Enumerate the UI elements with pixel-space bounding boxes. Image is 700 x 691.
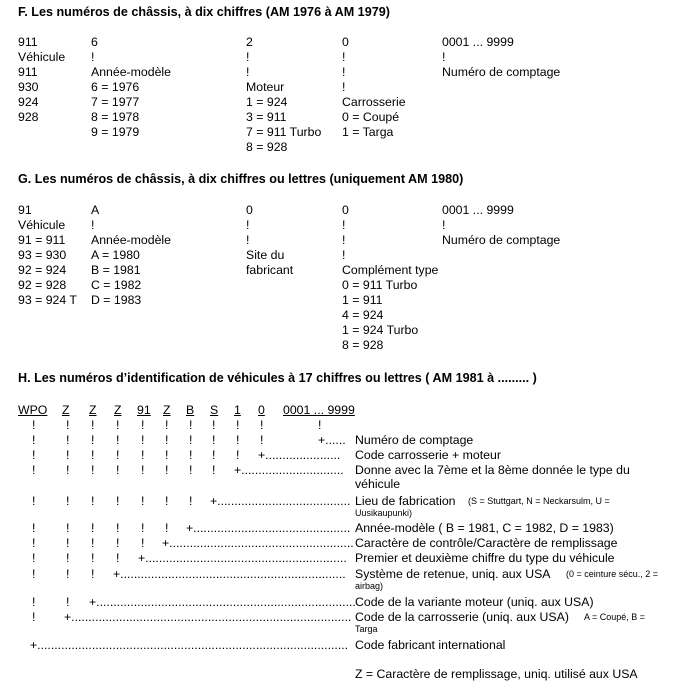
f-c2-2: Année-modèle <box>91 65 171 79</box>
bang-wpo: ! <box>32 551 36 565</box>
g-c1-2: 91 = 911 <box>18 233 66 247</box>
bang-z3: ! <box>116 463 120 477</box>
bang-z2: ! <box>91 448 95 462</box>
f-c4-0: 0 <box>342 35 349 49</box>
f-c2-4: 7 = 1977 <box>91 95 140 109</box>
bang-z1: ! <box>66 567 70 581</box>
vin-code-z3: Z <box>114 403 122 417</box>
leader-10: +........................................................................................... <box>30 638 349 652</box>
f-c3-2: ! <box>246 65 250 79</box>
g-c2-3: A = 1980 <box>91 248 140 262</box>
g-c4-3: ! <box>342 248 346 262</box>
bang-wpo: ! <box>32 463 36 477</box>
g-c5-2: Numéro de comptage <box>442 233 561 247</box>
vin-code-z1: Z <box>62 403 70 417</box>
leader-0: +...... <box>318 433 346 447</box>
bang-s: ! <box>212 463 216 477</box>
f-c4-1: ! <box>342 50 346 64</box>
bang-z4: ! <box>165 521 169 535</box>
vin-code-z4: Z <box>163 403 171 417</box>
f-c1-2: 911 <box>18 65 38 79</box>
f-c1-1: Véhicule <box>18 50 66 64</box>
f-c5-0: 0001 ... 9999 <box>442 35 514 49</box>
f-c5-2: Numéro de comptage <box>442 65 561 79</box>
leader-6: +........................................................... <box>138 551 347 565</box>
g-c3-4: fabricant <box>246 263 294 277</box>
f-c3-3: Moteur <box>246 80 285 94</box>
bang-91: ! <box>141 463 145 477</box>
g-c2-1: ! <box>91 218 95 232</box>
f-c3-6: 7 = 911 Turbo <box>246 125 322 139</box>
leader-2: +.............................. <box>234 463 344 477</box>
desc-6: Premier et deuxième chiffre du type du véhicule <box>355 551 615 565</box>
note-carrosserie: A = Coupé, B = Targa <box>355 612 646 634</box>
bang-wpo: ! <box>32 536 36 550</box>
section-g-heading: G. Les numéros de châssis, à dix chiffres ou lettres (uniquement AM 1980) <box>18 172 464 186</box>
leader-4: +.............................................. <box>186 521 351 535</box>
bang-s: ! <box>212 433 216 447</box>
leader-3: +....................................... <box>210 494 351 508</box>
bang-91: ! <box>141 448 145 462</box>
bang-counter: ! <box>318 418 322 432</box>
g-c1-5: 92 = 928 <box>18 278 67 292</box>
bang-wpo: ! <box>32 610 36 624</box>
vin-code-91: 91 <box>137 403 151 417</box>
leader-7: +.................................................................. <box>113 567 346 581</box>
desc-1: Code carrosserie + moteur <box>355 448 501 462</box>
bang-z4: ! <box>165 463 169 477</box>
bang-z2: ! <box>91 536 95 550</box>
bang-z3: ! <box>116 418 120 432</box>
bang-wpo: ! <box>32 595 36 609</box>
g-c1-6: 93 = 924 T <box>18 293 77 307</box>
bang-wpo: ! <box>32 418 36 432</box>
desc-0: Numéro de comptage <box>355 433 474 447</box>
g-c4-9: 8 = 928 <box>342 338 384 352</box>
bang-z3: ! <box>116 448 120 462</box>
leader-1: +...................... <box>258 448 341 462</box>
f-c1-0: 911 <box>18 35 38 49</box>
g-c1-3: 93 = 930 <box>18 248 67 262</box>
bang-z2: ! <box>91 567 95 581</box>
bang-z4: ! <box>165 448 169 462</box>
desc-2: Donne avec la 7ème et la 8ème donnée le type du véhicule <box>355 463 630 491</box>
vin-code-1: 1 <box>234 403 241 417</box>
desc-9: Code de la carrosserie (uniq. aux USA) <box>355 610 569 624</box>
desc-8: Code de la variante moteur (uniq. aux USA) <box>355 595 594 609</box>
desc-5: Caractère de contrôle/Caractère de remplissage <box>355 536 618 550</box>
bang-wpo: ! <box>32 567 36 581</box>
bang-z1: ! <box>66 595 70 609</box>
f-c3-4: 1 = 924 <box>246 95 288 109</box>
leader-5: +...................................................... <box>162 536 354 550</box>
note-fabrication: (S = Stuttgart, N = Neckarsulm, U = Uusikaupunki) <box>355 496 610 518</box>
f-c1-4: 924 <box>18 95 39 109</box>
g-c3-2: ! <box>246 233 250 247</box>
g-c4-8: 1 = 924 Turbo <box>342 323 419 337</box>
bang-1: ! <box>236 433 240 447</box>
bang-b: ! <box>189 448 193 462</box>
bang-z1: ! <box>66 463 70 477</box>
bang-1: ! <box>236 448 240 462</box>
footnote: Z = Caractère de remplissage, uniq. utilisé aux USA <box>355 667 638 681</box>
f-c3-0: 2 <box>246 35 253 49</box>
f-c2-6: 9 = 1979 <box>91 125 140 139</box>
g-c3-0: 0 <box>246 203 253 217</box>
bang-0: ! <box>260 433 264 447</box>
bang-z3: ! <box>116 551 120 565</box>
bang-wpo: ! <box>32 448 36 462</box>
bang-z3: ! <box>116 433 120 447</box>
bang-z3: ! <box>116 536 120 550</box>
bang-z1: ! <box>66 448 70 462</box>
vin-code-0: 0 <box>258 403 265 417</box>
f-c2-1: ! <box>91 50 95 64</box>
bang-z1: ! <box>66 418 70 432</box>
bang-91: ! <box>141 433 145 447</box>
g-c1-1: Véhicule <box>18 218 66 232</box>
section-f-heading: F. Les numéros de châssis, à dix chiffres (AM 1976 à AM 1979) <box>18 5 390 19</box>
f-c4-3: ! <box>342 80 346 94</box>
bang-z1: ! <box>66 494 70 508</box>
bang-z2: ! <box>91 463 95 477</box>
bang-z1: ! <box>66 521 70 535</box>
vin-code-s: S <box>210 403 219 417</box>
section-h-heading: H. Les numéros d’identification de véhicules à 17 chiffres ou lettres ( AM 1981 à ......... ) <box>18 371 537 385</box>
vin-code-z2: Z <box>89 403 97 417</box>
g-c4-2: ! <box>342 233 346 247</box>
g-c5-1: ! <box>442 218 446 232</box>
bang-z2: ! <box>91 433 95 447</box>
note-retenue: (0 = ceinture sécu., 2 = airbag) <box>355 569 659 591</box>
g-c2-5: C = 1982 <box>91 278 142 292</box>
g-c4-7: 4 = 924 <box>342 308 384 322</box>
g-c4-1: ! <box>342 218 346 232</box>
bang-z2: ! <box>91 494 95 508</box>
bang-z4: ! <box>165 418 169 432</box>
vin-code-b: B <box>186 403 195 417</box>
f-c1-5: 928 <box>18 110 39 124</box>
bang-wpo: ! <box>32 494 36 508</box>
bang-s: ! <box>212 418 216 432</box>
f-c2-5: 8 = 1978 <box>91 110 140 124</box>
bang-s: ! <box>212 448 216 462</box>
bang-wpo: ! <box>32 433 36 447</box>
bang-b: ! <box>189 433 193 447</box>
g-c4-6: 1 = 911 <box>342 293 383 307</box>
g-c5-0: 0001 ... 9999 <box>442 203 514 217</box>
bang-z3: ! <box>116 521 120 535</box>
g-c2-4: B = 1981 <box>91 263 141 277</box>
desc-4: Année-modèle ( B = 1981, C = 1982, D = 1983) <box>355 521 614 535</box>
bang-z1: ! <box>66 536 70 550</box>
g-c1-4: 92 = 924 <box>18 263 67 277</box>
g-c3-3: Site du <box>246 248 285 262</box>
f-c4-6: 1 = Targa <box>342 125 394 139</box>
bang-91: ! <box>141 521 145 535</box>
bang-b: ! <box>189 463 193 477</box>
g-c4-0: 0 <box>342 203 349 217</box>
vin-code-wpo: WPO <box>18 403 48 417</box>
bang-z2: ! <box>91 521 95 535</box>
vin-code-counter: 0001 ... 9999 <box>283 403 355 417</box>
bang-z2: ! <box>91 418 95 432</box>
bang-91: ! <box>141 418 145 432</box>
f-c2-0: 6 <box>91 35 98 49</box>
g-c1-0: 91 <box>18 203 32 217</box>
f-c2-3: 6 = 1976 <box>91 80 140 94</box>
f-c4-5: 0 = Coupé <box>342 110 400 124</box>
bang-b: ! <box>189 418 193 432</box>
f-c5-1: ! <box>442 50 446 64</box>
bang-z1: ! <box>66 551 70 565</box>
f-c3-7: 8 = 928 <box>246 140 288 154</box>
bang-91: ! <box>141 536 145 550</box>
bang-1: ! <box>236 418 240 432</box>
bang-b: ! <box>189 494 193 508</box>
bang-wpo: ! <box>32 521 36 535</box>
g-c4-4: Complément type <box>342 263 439 277</box>
f-c1-3: 930 <box>18 80 39 94</box>
desc-10: Code fabricant international <box>355 638 506 652</box>
g-c2-6: D = 1983 <box>91 293 142 307</box>
f-c4-2: ! <box>342 65 346 79</box>
g-c2-0: A <box>91 203 100 217</box>
g-c3-1: ! <box>246 218 250 232</box>
g-c4-5: 0 = 911 Turbo <box>342 278 418 292</box>
bang-z4: ! <box>165 494 169 508</box>
bang-0: ! <box>260 418 264 432</box>
bang-z4: ! <box>165 433 169 447</box>
bang-z2: ! <box>91 551 95 565</box>
leader-9: +.................................................................................. <box>64 610 352 624</box>
desc-3: Lieu de fabrication <box>355 494 456 508</box>
desc-7: Système de retenue, uniq. aux USA <box>355 567 551 581</box>
bang-z1: ! <box>66 433 70 447</box>
bang-z3: ! <box>116 494 120 508</box>
f-c3-5: 3 = 911 <box>246 110 287 124</box>
leader-8: +............................................................................ <box>89 595 356 609</box>
g-c2-2: Année-modèle <box>91 233 171 247</box>
f-c4-4: Carrosserie <box>342 95 406 109</box>
f-c3-1: ! <box>246 50 250 64</box>
bang-91: ! <box>141 494 145 508</box>
